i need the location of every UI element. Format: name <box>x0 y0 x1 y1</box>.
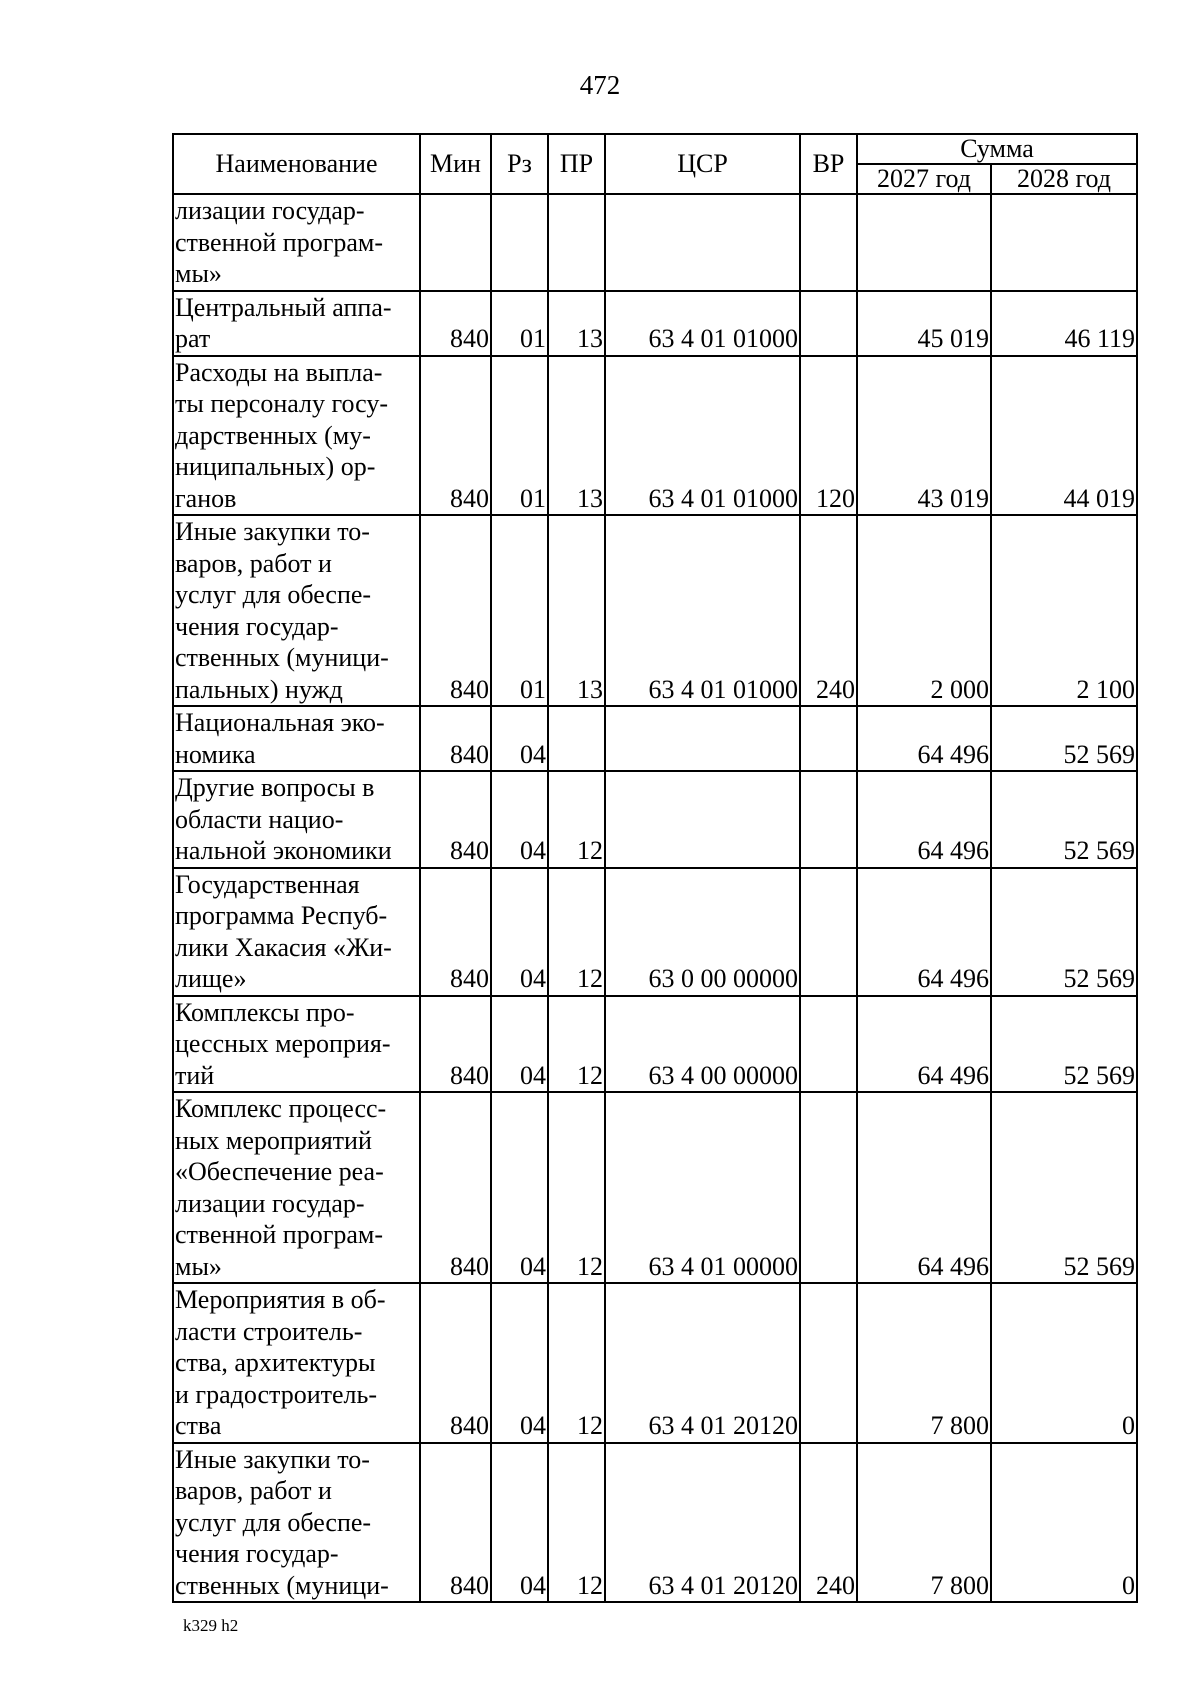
cell-name-line: ственной програм- <box>175 1220 384 1249</box>
cell-pr: 13 <box>548 356 605 516</box>
cell-pr: 13 <box>548 515 605 706</box>
cell-name-line: рат <box>175 324 211 353</box>
cell-vr: 120 <box>800 356 857 516</box>
cell-sum-2028: 52 569 <box>991 771 1137 868</box>
cell-min: 840 <box>420 515 491 706</box>
cell-min: 840 <box>420 1443 491 1603</box>
cell-pr <box>548 706 605 771</box>
cell-name-line: ственной програм- <box>175 227 384 257</box>
cell-csr: 63 0 00 00000 <box>605 868 800 996</box>
cell-sum-2028: 52 569 <box>991 996 1137 1093</box>
cell-name-line: Расходы на выпла- <box>175 357 383 387</box>
cell-name-line: лики Хакасия «Жи- <box>175 932 392 962</box>
cell-csr <box>605 771 800 868</box>
cell-sum-2027: 43 019 <box>857 356 991 516</box>
cell-name-line: чения государ- <box>175 611 339 641</box>
cell-name <box>173 706 420 771</box>
cell-name-line: ства <box>175 1411 222 1440</box>
cell-min: 840 <box>420 996 491 1093</box>
cell-pr: 12 <box>548 1443 605 1603</box>
cell-name <box>173 868 420 996</box>
cell-rz <box>491 194 548 291</box>
cell-vr <box>800 868 857 996</box>
cell-rz: 04 <box>491 706 548 771</box>
budget-table <box>172 133 1138 1603</box>
cell-vr <box>800 291 857 356</box>
cell-name <box>173 771 420 868</box>
cell-min: 840 <box>420 291 491 356</box>
header-min: Мин <box>420 134 491 194</box>
cell-min: 840 <box>420 1283 491 1443</box>
table-body <box>173 194 1137 1602</box>
cell-name-line: ласти строитель- <box>175 1316 363 1346</box>
cell-name-line: услуг для обеспе- <box>175 1507 372 1537</box>
cell-name <box>173 291 420 356</box>
cell-rz: 04 <box>491 1443 548 1603</box>
cell-csr: 63 4 01 00000 <box>605 1092 800 1283</box>
header-year-2027: 2027 год <box>857 164 991 194</box>
cell-rz: 04 <box>491 771 548 868</box>
table-row <box>173 356 1137 516</box>
cell-vr <box>800 1283 857 1443</box>
cell-name-line: программа Респуб- <box>175 901 388 930</box>
cell-sum-2027: 45 019 <box>857 291 991 356</box>
cell-name-line: области нацио- <box>175 804 344 834</box>
cell-name-line: чения государ- <box>175 1539 339 1568</box>
cell-name <box>173 1092 420 1283</box>
table-row <box>173 706 1137 771</box>
cell-name-line: Иные закупки то- <box>175 1444 370 1474</box>
cell-name-line: пальных) нужд <box>175 674 343 704</box>
cell-sum-2027: 64 496 <box>857 771 991 868</box>
cell-name-line: ганов <box>175 483 237 513</box>
cell-rz: 01 <box>491 291 548 356</box>
cell-sum-2027: 64 496 <box>857 868 991 996</box>
cell-csr <box>605 194 800 291</box>
cell-sum-2027: 64 496 <box>857 996 991 1093</box>
cell-name-line: и градостроитель- <box>175 1379 378 1409</box>
cell-vr: 240 <box>800 515 857 706</box>
cell-min <box>420 194 491 291</box>
table-row <box>173 868 1137 996</box>
cell-sum-2027: 7 800 <box>857 1443 991 1603</box>
cell-name-line: варов, работ и <box>175 1476 332 1505</box>
cell-name-line: мы» <box>175 259 222 288</box>
cell-name-line: нальной экономики <box>175 836 392 865</box>
table-row <box>173 1283 1137 1443</box>
cell-name-line: лище» <box>175 964 247 993</box>
cell-name-line: ных мероприятий <box>175 1125 372 1155</box>
cell-name <box>173 356 420 516</box>
cell-name-line: тий <box>175 1060 215 1090</box>
cell-name-line: лизации государ- <box>175 196 365 225</box>
cell-csr: 63 4 01 20120 <box>605 1283 800 1443</box>
cell-pr: 12 <box>548 996 605 1093</box>
cell-pr: 12 <box>548 1283 605 1443</box>
cell-pr <box>548 194 605 291</box>
cell-name-line: Центральный аппа- <box>175 292 392 322</box>
cell-pr: 12 <box>548 1092 605 1283</box>
cell-rz: 04 <box>491 868 548 996</box>
cell-vr: 240 <box>800 1443 857 1603</box>
cell-min: 840 <box>420 868 491 996</box>
table-row <box>173 1443 1137 1603</box>
cell-csr: 63 4 01 01000 <box>605 356 800 516</box>
cell-vr <box>800 194 857 291</box>
table-row <box>173 515 1137 706</box>
cell-sum-2027: 64 496 <box>857 1092 991 1283</box>
cell-name-line: ственных (муници- <box>175 643 389 672</box>
cell-rz: 01 <box>491 356 548 516</box>
table-row <box>173 291 1137 356</box>
cell-vr <box>800 996 857 1093</box>
cell-name-line: Государственная <box>175 869 360 899</box>
cell-pr: 12 <box>548 868 605 996</box>
header-year-2028: 2028 год <box>991 164 1137 194</box>
header-rz: Рз <box>491 134 548 194</box>
cell-csr <box>605 706 800 771</box>
cell-min: 840 <box>420 771 491 868</box>
cell-name-line: лизации государ- <box>175 1188 365 1218</box>
cell-sum-2027 <box>857 194 991 291</box>
cell-sum-2028: 52 569 <box>991 1092 1137 1283</box>
cell-name-line: ты персоналу госу- <box>175 389 389 418</box>
cell-name-line: ства, архитектуры <box>175 1348 376 1377</box>
cell-name-line: варов, работ и <box>175 548 332 578</box>
cell-sum-2028: 44 019 <box>991 356 1137 516</box>
cell-sum-2028: 46 119 <box>991 291 1137 356</box>
table-row <box>173 771 1137 868</box>
cell-name <box>173 515 420 706</box>
cell-rz: 04 <box>491 996 548 1093</box>
cell-csr: 63 4 01 01000 <box>605 291 800 356</box>
cell-sum-2027: 7 800 <box>857 1283 991 1443</box>
cell-vr <box>800 706 857 771</box>
cell-name <box>173 194 420 291</box>
header-csr: ЦСР <box>605 134 800 194</box>
cell-rz: 04 <box>491 1283 548 1443</box>
header-sum: Сумма <box>857 134 1137 164</box>
cell-vr <box>800 1092 857 1283</box>
cell-name-line: Другие вопросы в <box>175 773 375 802</box>
cell-pr: 13 <box>548 291 605 356</box>
cell-sum-2027: 2 000 <box>857 515 991 706</box>
cell-name-line: цессных мероприя- <box>175 1029 391 1058</box>
cell-min: 840 <box>420 356 491 516</box>
cell-name-line: Мероприятия в об- <box>175 1285 386 1314</box>
cell-name <box>173 1443 420 1603</box>
table-row <box>173 996 1137 1093</box>
cell-name <box>173 1283 420 1443</box>
cell-sum-2028: 52 569 <box>991 868 1137 996</box>
cell-name-line: мы» <box>175 1251 222 1281</box>
cell-sum-2028 <box>991 194 1137 291</box>
cell-name <box>173 996 420 1093</box>
header-vr: ВР <box>800 134 857 194</box>
cell-csr: 63 4 00 00000 <box>605 996 800 1093</box>
table-row <box>173 1092 1137 1283</box>
cell-name-line: «Обеспечение реа- <box>175 1157 384 1186</box>
cell-min: 840 <box>420 1092 491 1283</box>
cell-name-line: дарственных (му- <box>175 420 371 450</box>
header-name: Наименование <box>173 134 420 194</box>
cell-rz: 01 <box>491 515 548 706</box>
cell-csr: 63 4 01 20120 <box>605 1443 800 1603</box>
cell-name-line: Комплексы про- <box>175 997 355 1027</box>
cell-sum-2027: 64 496 <box>857 706 991 771</box>
cell-name-line: услуг для обеспе- <box>175 580 372 609</box>
page-number: 472 <box>579 70 621 100</box>
cell-name-line: номика <box>175 739 256 769</box>
cell-sum-2028: 2 100 <box>991 515 1137 706</box>
footer-code: k329 h2 <box>183 1616 239 1635</box>
cell-rz: 04 <box>491 1092 548 1283</box>
cell-vr <box>800 771 857 868</box>
cell-sum-2028: 52 569 <box>991 706 1137 771</box>
cell-name-line: ниципальных) ор- <box>175 452 376 481</box>
cell-pr: 12 <box>548 771 605 868</box>
table-header <box>173 134 1137 194</box>
cell-sum-2028: 0 <box>991 1443 1137 1603</box>
cell-csr: 63 4 01 01000 <box>605 515 800 706</box>
cell-min: 840 <box>420 706 491 771</box>
cell-name-line: Национальная эко- <box>175 708 385 737</box>
table-row <box>173 194 1137 291</box>
cell-name-line: Иные закупки то- <box>175 517 370 546</box>
cell-sum-2028: 0 <box>991 1283 1137 1443</box>
cell-name-line: ственных (муници- <box>175 1570 389 1600</box>
header-pr: ПР <box>548 134 605 194</box>
cell-name-line: Комплекс процесс- <box>175 1094 387 1123</box>
